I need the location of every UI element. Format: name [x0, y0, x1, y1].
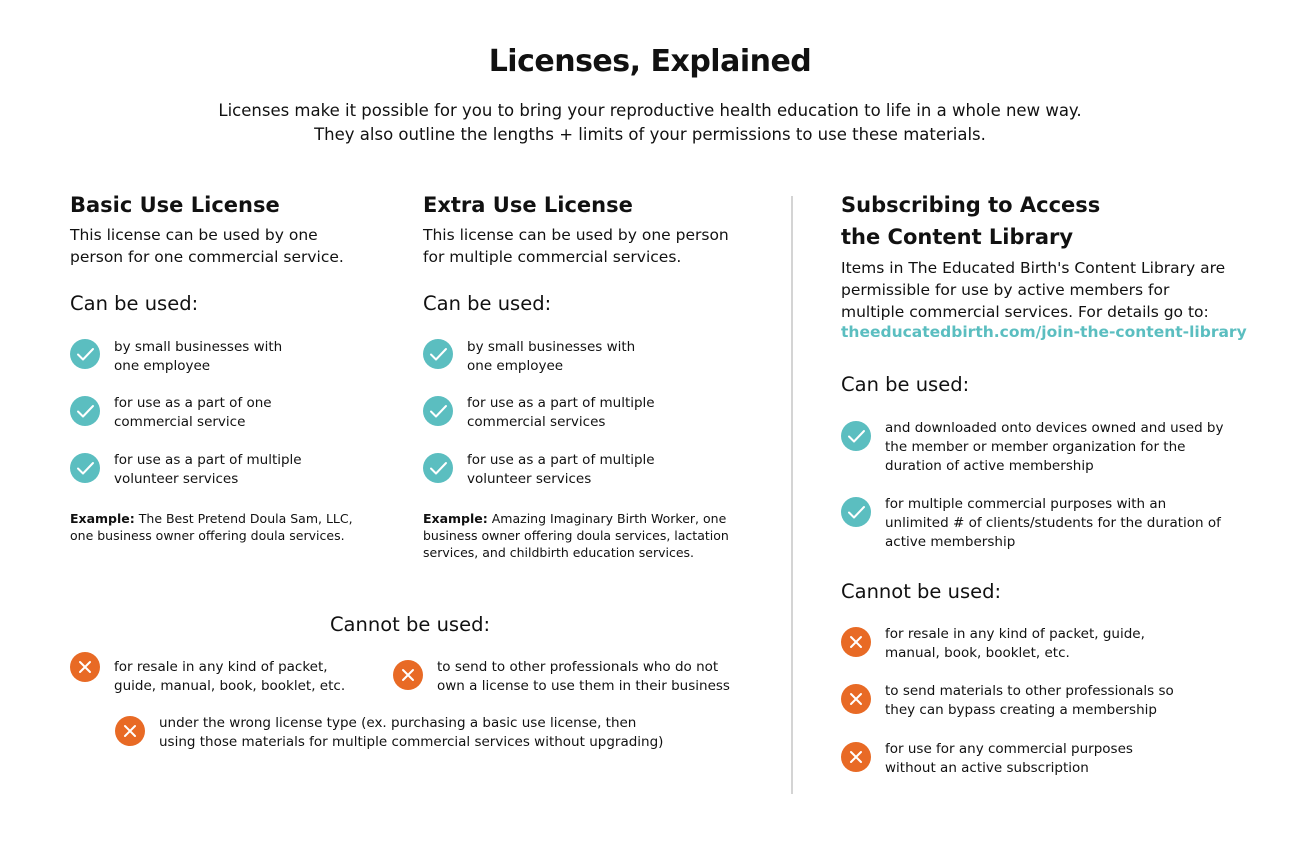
item-line: and downloaded onto devices owned and used by: [885, 420, 1224, 436]
check-icon: [841, 421, 871, 455]
example-line: Amazing Imaginary Birth Worker, one: [487, 511, 727, 526]
item-line: active membership: [885, 534, 1016, 550]
item-line: volunteer services: [114, 471, 239, 487]
extra-can-item: [467, 451, 655, 489]
item-line: by small businesses with: [114, 339, 283, 355]
basic-license-heading: Basic Use License: [70, 193, 280, 217]
library-can-item: [885, 495, 1221, 552]
example-line: one business owner offering doula services.: [70, 528, 345, 543]
library-desc-line: permissible for use by active members for: [841, 281, 1170, 299]
item-line: for use as a part of multiple: [467, 452, 655, 468]
extra-desc-line: This license can be used by one person: [423, 226, 729, 244]
library-cannot-item: [885, 740, 1133, 778]
check-icon: [841, 497, 871, 531]
licenses-cannot-label: Cannot be used:: [329, 613, 491, 636]
item-line: commercial services: [467, 414, 606, 430]
item-line: for resale in any kind of packet,: [114, 659, 328, 675]
item-line: for use as a part of multiple: [114, 452, 302, 468]
check-icon: [70, 339, 100, 373]
library-heading: [841, 189, 1100, 253]
item-line: the member or member organization for the: [885, 439, 1186, 455]
library-description: [841, 257, 1225, 323]
library-heading-line: Subscribing to Access: [841, 193, 1101, 217]
library-can-label: Can be used:: [841, 373, 970, 396]
item-line: guide, manual, book, booklet, etc.: [114, 678, 346, 694]
intro-line-1: Licenses make it possible for you to bring your reproductive health education to life in a whole new way.: [218, 101, 1082, 120]
item-line: using those materials for multiple commercial services without upgrading): [159, 734, 664, 750]
library-desc-line: multiple commercial services. For details go to:: [841, 303, 1209, 321]
extra-can-item: [467, 338, 635, 376]
library-cannot-item: [885, 625, 1145, 663]
page-title: Licenses, Explained: [488, 44, 812, 79]
item-line: commercial service: [114, 414, 246, 430]
item-line: to send materials to other professionals so: [885, 683, 1174, 699]
basic-can-label: Can be used:: [70, 292, 199, 315]
item-line: under the wrong license type (ex. purchasing a basic use license, then: [159, 715, 637, 731]
item-line: for resale in any kind of packet, guide,: [885, 626, 1145, 642]
basic-desc-line: This license can be used by one: [70, 226, 318, 244]
item-line: they can bypass creating a membership: [885, 702, 1157, 718]
item-line: own a license to use them in their business: [437, 678, 730, 694]
check-icon: [423, 339, 453, 373]
item-line: one employee: [467, 358, 564, 374]
licenses-cannot-item: [114, 658, 345, 696]
basic-example: [70, 510, 353, 544]
item-line: by small businesses with: [467, 339, 636, 355]
cross-icon: [841, 627, 871, 661]
item-line: for multiple commercial purposes with an: [885, 496, 1167, 512]
item-line: to send to other professionals who do not: [437, 659, 719, 675]
intro-line-2: They also outline the lengths + limits of your permissions to use these materials.: [314, 125, 986, 144]
item-line: without an active subscription: [885, 760, 1089, 776]
extra-can-label: Can be used:: [423, 292, 552, 315]
item-line: for use as a part of multiple: [467, 395, 655, 411]
basic-license-description: [70, 224, 344, 268]
example-line: business owner offering doula services, lactation: [423, 528, 729, 543]
cross-icon: [841, 684, 871, 718]
cross-icon: [115, 716, 145, 750]
column-divider: [791, 196, 793, 794]
cross-icon: [841, 742, 871, 776]
item-line: for use for any commercial purposes: [885, 741, 1133, 757]
licenses-cannot-item: [159, 714, 663, 752]
library-desc-line: Items in The Educated Birth's Content Library are: [841, 259, 1226, 277]
check-icon: [70, 396, 100, 430]
item-line: manual, book, booklet, etc.: [885, 645, 1070, 661]
extra-license-heading: Extra Use License: [423, 193, 633, 217]
extra-example: [423, 510, 729, 561]
check-icon: [423, 453, 453, 487]
check-icon: [70, 453, 100, 487]
library-heading-line: the Content Library: [841, 225, 1074, 249]
licenses-cannot-item: [437, 658, 730, 696]
item-line: duration of active membership: [885, 458, 1094, 474]
content-library-link[interactable]: theeducatedbirth.com/join-the-content-library: [841, 323, 1247, 341]
example-label: Example:: [70, 511, 135, 526]
example-line: services, and childbirth education services.: [423, 545, 695, 560]
extra-can-item: [467, 394, 655, 432]
item-line: unlimited # of clients/students for the duration of: [885, 515, 1221, 531]
basic-can-item: [114, 451, 302, 489]
library-cannot-item: [885, 682, 1174, 720]
extra-desc-line: for multiple commercial services.: [423, 248, 682, 266]
extra-license-description: [423, 224, 729, 268]
basic-can-item: [114, 394, 272, 432]
cross-icon: [393, 660, 423, 694]
example-label: Example:: [423, 511, 488, 526]
item-line: for use as a part of one: [114, 395, 272, 411]
cross-icon: [70, 652, 100, 686]
basic-desc-line: person for one commercial service.: [70, 248, 344, 266]
example-line: The Best Pretend Doula Sam, LLC,: [134, 511, 353, 526]
check-icon: [423, 396, 453, 430]
library-can-item: [885, 419, 1224, 476]
item-line: volunteer services: [467, 471, 592, 487]
library-cannot-label: Cannot be used:: [841, 580, 1002, 603]
basic-can-item: [114, 338, 282, 376]
item-line: one employee: [114, 358, 211, 374]
